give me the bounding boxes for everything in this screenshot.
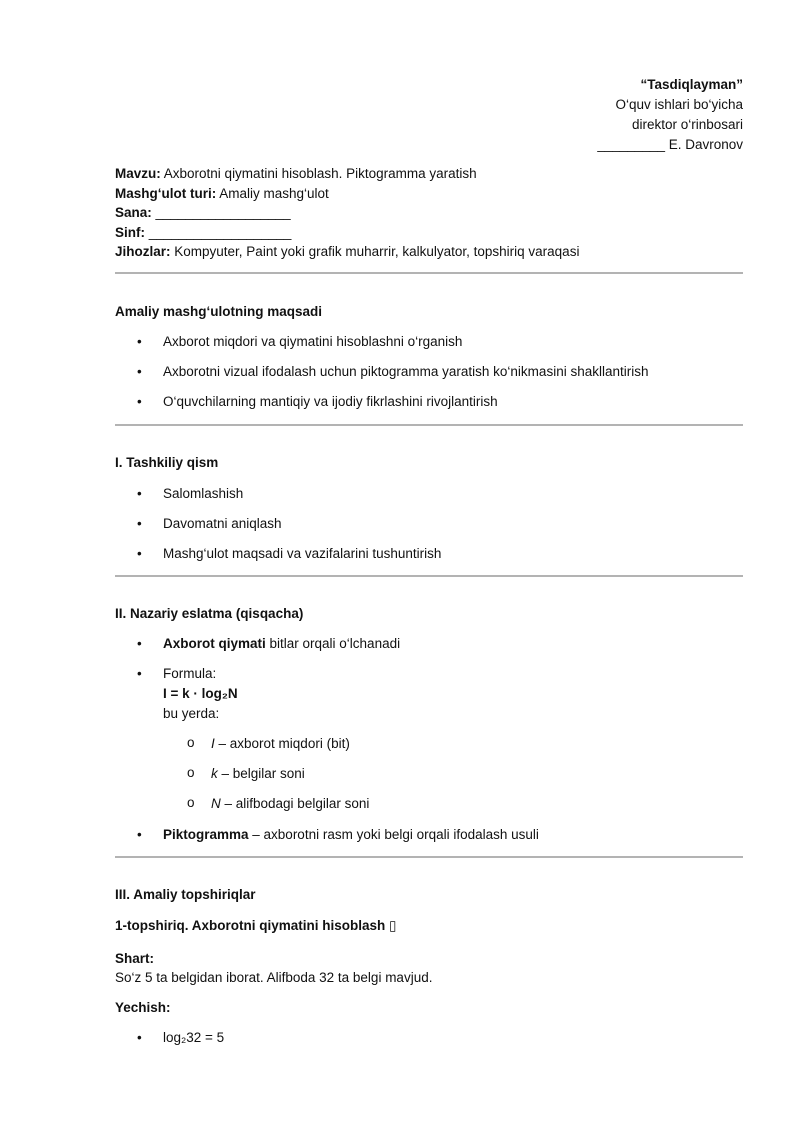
formula-variables	[115, 734, 743, 814]
meta-equipment	[115, 242, 743, 262]
meta-topic-value: Axborotni qiymatini hisoblash. Piktogramma yaratish	[160, 166, 477, 181]
meta-topic-label: Mavzu:	[115, 166, 161, 181]
theory-list-end	[115, 825, 743, 845]
solution-list	[115, 1028, 743, 1048]
divider	[115, 575, 743, 577]
variable-item	[115, 794, 743, 814]
divider	[115, 856, 743, 858]
divider	[115, 272, 743, 274]
task-1-title: 1-topshiriq. Axborotni qiymatini hisoblash	[115, 918, 390, 933]
formula-where: bu yerda:	[163, 706, 220, 721]
meta-class-value: ___________________	[145, 224, 292, 240]
theory-list	[115, 634, 743, 734]
solution-label: Yechish:	[115, 1000, 171, 1015]
formula: I = k · log₂N	[163, 686, 238, 701]
meta-type-value: Amaliy mashg‘ulot	[216, 185, 329, 201]
meta-type	[115, 184, 743, 204]
meta-date-value: __________________	[151, 205, 291, 220]
list-item: • Davomatni aniqlash	[115, 514, 743, 534]
condition-label: Shart:	[115, 951, 155, 966]
list-item: • log₂32 = 5	[115, 1028, 743, 1048]
variable-symbol: k	[211, 766, 218, 781]
variable-desc: – axborot miqdori (bit)	[214, 736, 350, 751]
approval-title: “Tasdiqlayman”	[640, 77, 743, 92]
meta-date-label: Sana:	[115, 205, 152, 220]
theory-item-3-rest: – axborotni rasm yoki belgi orqali ifodalash usuli	[248, 827, 539, 842]
list-item: • Salomlashish	[115, 484, 743, 504]
list-item	[115, 634, 743, 654]
goal-heading: Amaliy mashg‘ulotning maqsadi	[115, 304, 323, 319]
meta-class	[115, 223, 743, 243]
org-list	[115, 484, 743, 564]
goal-list	[115, 332, 743, 412]
list-item: • O‘quvchilarning mantiqiy va ijodiy fikrlashini rivojlantirish	[115, 392, 743, 412]
meta-class-label: Sinf:	[115, 224, 145, 240]
list-item: • Mashg‘ulot maqsadi va vazifalarini tushuntirish	[115, 544, 743, 564]
approval-line-2: direktor o‘rinbosari	[631, 117, 743, 132]
lesson-meta	[115, 164, 743, 262]
formula-label: • Formula:	[163, 666, 217, 681]
approval-block	[597, 75, 743, 155]
theory-item-1-bold: Axborot qiymati	[163, 636, 266, 651]
meta-date	[115, 203, 743, 223]
missing-glyph-icon: ▯	[389, 918, 397, 933]
task-1-heading	[115, 918, 396, 934]
condition-text: So‘z 5 ta belgidan iborat. Alifboda 32 ta belgi mavjud.	[115, 970, 433, 985]
approval-line-1: O‘quv ishlari bo‘yicha	[615, 97, 743, 112]
list-item: • Axborot miqdori va qiymatini hisoblashni o‘rganish	[115, 332, 743, 352]
meta-type-label: Mashg‘ulot turi:	[115, 185, 217, 201]
meta-equipment-value: Kompyuter, Paint yoki grafik muharrir, kalkulyator, topshiriq varaqasi	[170, 244, 580, 259]
list-item	[115, 664, 743, 724]
variable-symbol: N	[211, 796, 221, 811]
approval-signature: _________ E. Davronov	[597, 137, 743, 152]
org-heading: I. Tashkiliy qism	[115, 455, 219, 470]
theory-heading: II. Nazariy eslatma (qisqacha)	[115, 606, 304, 621]
variable-item	[115, 734, 743, 754]
variable-symbol: I	[211, 736, 215, 751]
meta-topic	[115, 164, 743, 184]
list-item: • Axborotni vizual ifodalash uchun piktogramma yaratish ko‘nikmasini shakllantirish	[115, 362, 743, 382]
variable-item	[115, 764, 743, 784]
variable-desc: – belgilar soni	[217, 766, 305, 781]
theory-item-1-rest: bitlar orqali o‘lchanadi	[265, 636, 401, 651]
divider	[115, 424, 743, 426]
variable-desc: – alifbodagi belgilar soni	[220, 796, 370, 811]
practice-heading: III. Amaliy topshiriqlar	[115, 887, 256, 902]
theory-item-3-bold: Piktogramma	[163, 827, 249, 842]
meta-equipment-label: Jihozlar:	[115, 244, 171, 259]
list-item	[115, 825, 743, 845]
